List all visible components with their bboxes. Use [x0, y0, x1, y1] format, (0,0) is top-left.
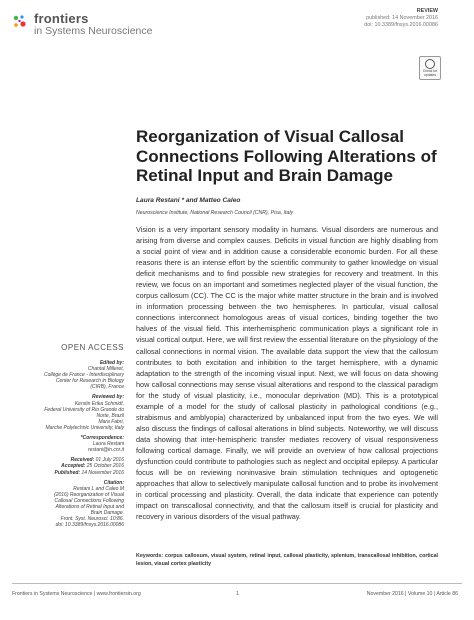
keywords-list: corpus callosum, visual system, retinal input, callosal plasticity, splenium, transcallosal inhibition, cortical lesion, visual cortex plasticity: [136, 553, 438, 567]
keywords-label: Keywords:: [136, 553, 164, 559]
refresh-icon: [425, 59, 435, 69]
reviewed-by-label: Reviewed by:: [92, 394, 124, 401]
reviewer-name: Kerstin Erika Schmidt,: [74, 400, 124, 407]
citation-line: (2016) Reorganization of Visual: [54, 491, 124, 498]
article-type: REVIEW: [416, 8, 438, 14]
published-label: Published:: [54, 469, 81, 476]
accepted-label: Accepted:: [61, 463, 86, 470]
frontiers-logo-icon: [12, 14, 28, 30]
check-for-updates-label: Check for updates: [422, 69, 438, 77]
article-info-sidebar: [16, 360, 124, 528]
accepted-date: 25 October 2016: [86, 463, 124, 470]
journal-name: in Systems Neuroscience: [34, 25, 153, 37]
citation-line: Restani L and Caleo M: [73, 485, 124, 492]
brand-name[interactable]: frontiers: [34, 11, 89, 26]
article-title: Reorganization of Visual Callosal Connections Following Alterations of Retinal Input and Brain Damage: [136, 127, 437, 185]
correspondence-name: Laura Restani: [92, 441, 124, 448]
keywords: [136, 553, 438, 568]
reviewer-affiliation: Marche Polytechnic University, Italy: [45, 424, 124, 431]
citation-line: Callosal Connections Following: [54, 497, 124, 504]
citation-label: Citation:: [103, 479, 124, 486]
abstract: Vision is a very important sensory modality in humans. Visual disorders are numerous and arising from diverse and complex causes. Deficits in visual function are highly disabling from a social point of view and in addition cause a considerable economic burden. For all these reasons there is an intense effort by the scientific community to gather knowledge on visual deficit mechanisms and to find possible new strategies for recovery and treatment. In this review, we focus on an important and sometimes neglected player of the visual function, the corpus callosum (CC). The CC is the major white matter structure in the brain and is involved in information processing between the two hemispheres. In particular, visual callosal connections interconnect homologous areas of visual cortices, binding together the two halves of the visual field. This interhemispheric communication plays a significant role in visual cortical output. Here, we will first review the essential literature on the physiology of the callosal connections in normal vision. The available data support the view that the callosum contributes to both excitation and inhibition to the target hemisphere, with a dynamic adaptation to the strength of the incoming visual input. Next, we will focus on data showing how callosal connections may sense visual alterations and respond to the classical paradigm for the study of visual plasticity, i.e., monocular deprivation (MD). This is a prototypical example of a model for the study of callosal plasticity in pathological conditions (e.g., strabismus and amblyopia) characterized by unbalanced input from the two eyes. We will also discuss the findings of callosal alterations in blind subjects. Noteworthy, we will discuss data showing that inter-hemispheric transfer mediates recovery of visual responsiveness following cortical damage. Finally, we will provide an overview of how callosal projections dysfunction could contribute to pathologies such as neglect and occipital epilepsy. A particular focus will be on reviewing noninvasive brain stimulation techniques and optogenetic approaches that allow to selectively manipulate callosal function and to probe its involvement in cortical processing and plasticity. Overall, the data indicate that experience can potently impact on transcallosal connectivity, and that the callosum itself is crucial for plasticity and recovery in various disorders of the visual pathway.: [136, 225, 438, 522]
citation-line: Front. Syst. Neurosci. 10:86.: [60, 516, 124, 523]
citation-line: Brain Damage.: [90, 510, 124, 517]
edited-by-label: Edited by:: [99, 360, 124, 366]
reviewer-name: Mara Fabri,: [98, 418, 124, 425]
article-meta: [364, 8, 438, 29]
footer-issue-info: November 2016 | Volume 10 | Article 86: [366, 591, 458, 597]
reviewer-affiliation: Federal University of Rio Grande do: [44, 406, 124, 413]
correspondence-label: *Correspondence:: [80, 435, 124, 442]
citation-line: Alterations of Retinal Input and: [55, 503, 124, 510]
citation-doi[interactable]: doi: 10.3389/fnsys.2016.00086: [55, 522, 124, 529]
page-number: 1: [236, 591, 239, 597]
editor-name: Chantal Milleret,: [87, 366, 124, 373]
reviewer-affiliation: Norte, Brazil: [96, 412, 124, 419]
footer-divider: [12, 583, 462, 584]
published-date: published: 14 November 2016: [366, 15, 438, 21]
doi-link[interactable]: doi: 10.3389/fnsys.2016.00086: [364, 22, 438, 28]
editor-affiliation: Center for Research in Biology: [55, 378, 124, 385]
authors: Laura Restani * and Matteo Caleo: [136, 197, 241, 204]
open-access-label: OPEN ACCESS: [61, 343, 124, 352]
correspondence-email[interactable]: restani@in.cnr.it: [87, 447, 124, 454]
editor-affiliation: Collège de France - Interdisciplinary: [43, 372, 124, 379]
received-date: 01 July 2016: [95, 457, 124, 464]
check-for-updates-button[interactable]: [419, 56, 441, 80]
affiliation: Neuroscience Institute, National Research Council (CNR), Pisa, Italy: [136, 210, 294, 216]
editor-affiliation: (CIRB), France: [90, 384, 124, 391]
published-date-sidebar: 14 November 2016: [81, 469, 124, 476]
footer-journal-link[interactable]: Frontiers in Systems Neuroscience | www.frontiersin.org: [12, 591, 141, 597]
received-label: Received:: [70, 457, 95, 464]
